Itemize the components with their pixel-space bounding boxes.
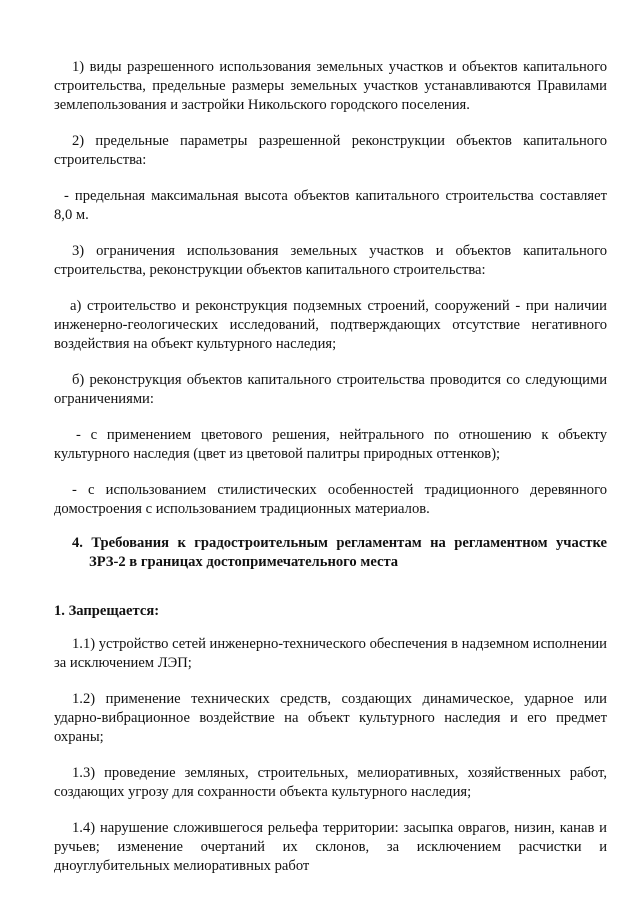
paragraph-1: 1) виды разрешенного использования земельных участков и объектов капитального строительства, предельные размеры земельных участков устанавливаются Правилами землепользования и застройки Никольского городского поселения. [54, 59, 607, 113]
paragraph-4: 3) ограничения использования земельных участков и объектов капитального строительства, реконструкции объектов капитального строительства: [54, 243, 607, 278]
paragraph-3: - предельная максимальная высота объектов капитального строительства составляет 8,0 м. [54, 188, 607, 223]
paragraph-7: - с применением цветового решения, нейтрального по отношению к объекту культурного наследия (цвет из цветовой палитры природных оттенков); [54, 427, 607, 462]
prohibition-item-1: 1.1) устройство сетей инженерно-технического обеспечения в надземном исполнении за исключением ЛЭП; [54, 636, 607, 671]
document-page [54, 58, 607, 893]
prohibition-item-3: 1.3) проведение земляных, строительных, мелиоративных, хозяйственных работ, создающих угрозу для сохранности объекта культурного наследия; [54, 765, 607, 800]
section-heading: 4. Требования к градостроительным регламентам на регламентном участке ЗРЗ-2 в границах достопримечательного места [72, 535, 607, 570]
subsection-heading: 1. Запрещается: [54, 603, 160, 619]
paragraph-5: а) строительство и реконструкция подземных строений, сооружений - при наличии инженерно-геологических исследований, подтверждающих отсутствие негативного воздействия на объект культурного наследия; [54, 298, 607, 352]
prohibition-item-2: 1.2) применение технических средств, создающих динамическое, ударное или ударно-вибрационное воздействие на объект культурного наследия и его предмет охраны; [54, 691, 607, 745]
paragraph-6: б) реконструкция объектов капитального строительства проводится со следующими ограничениями: [54, 372, 607, 407]
paragraph-2: 2) предельные параметры разрешенной реконструкции объектов капитального строительства: [54, 133, 607, 168]
prohibition-item-4: 1.4) нарушение сложившегося рельефа территории: засыпка оврагов, низин, канав и ручьев; изменение очертаний их склонов, за исключением расчистки и дноуглубительных мелиоративных работ [54, 820, 607, 874]
paragraph-8: - с использованием стилистических особенностей традиционного деревянного домостроения с использованием традиционных материалов. [54, 482, 607, 517]
